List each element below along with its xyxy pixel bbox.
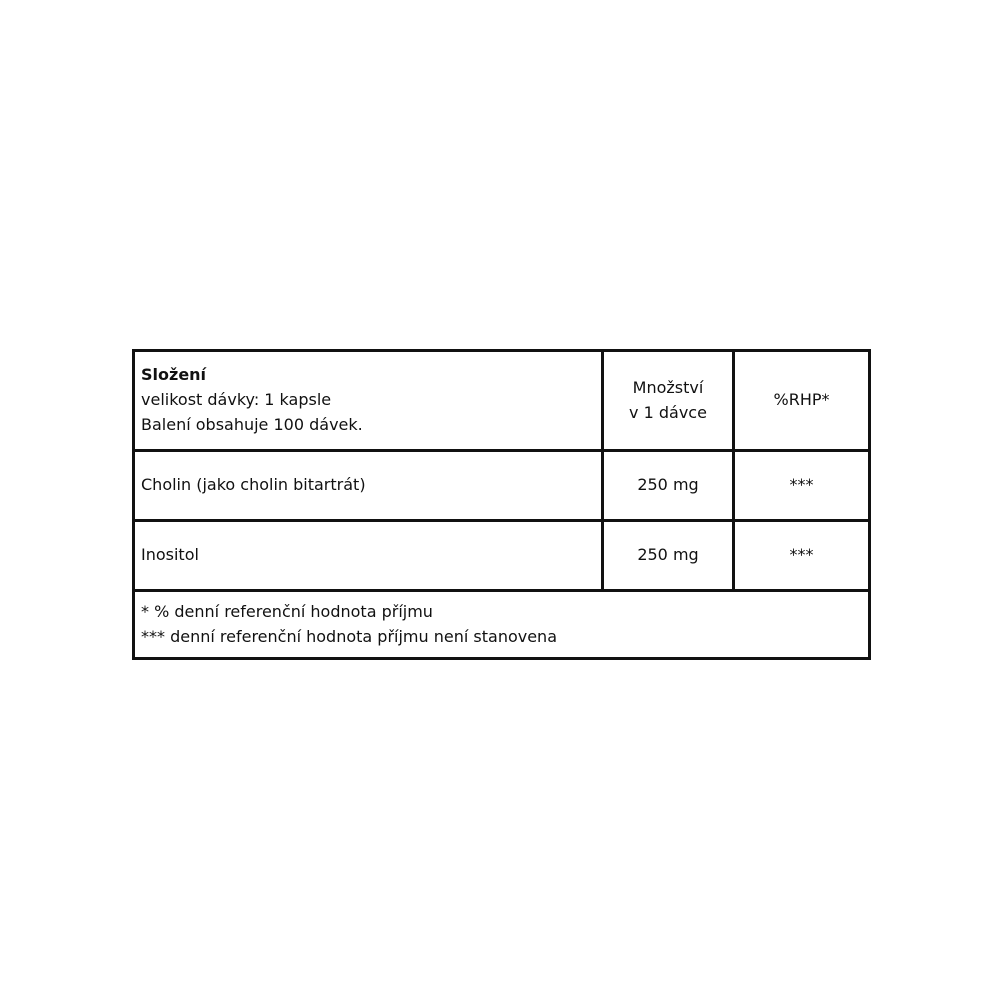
ingredient-amount: 250 mg bbox=[603, 521, 734, 591]
composition-table bbox=[132, 349, 871, 660]
serving-size: velikost dávky: 1 kapsle bbox=[141, 390, 332, 410]
ingredient-rhp: *** bbox=[734, 451, 870, 521]
header-amount-cell bbox=[603, 351, 734, 451]
footnote-not-established: *** denní referenční hodnota příjmu není stanovena bbox=[141, 626, 557, 646]
table-row bbox=[134, 521, 870, 591]
amount-header-line1: Množství bbox=[632, 377, 704, 397]
ingredient-amount: 250 mg bbox=[603, 451, 734, 521]
table-row bbox=[134, 451, 870, 521]
composition-title: Složení bbox=[141, 365, 207, 385]
amount-header-line2: v 1 dávce bbox=[629, 402, 707, 422]
ingredient-name: Inositol bbox=[134, 521, 603, 591]
header-composition-cell bbox=[134, 351, 603, 451]
ingredient-rhp: *** bbox=[734, 521, 870, 591]
footnotes-cell bbox=[134, 591, 870, 659]
footnotes-row bbox=[134, 591, 870, 659]
ingredient-name: Cholin (jako cholin bitartrát) bbox=[134, 451, 603, 521]
footnote-rhp: * % denní referenční hodnota příjmu bbox=[141, 601, 433, 621]
header-rhp-cell: %RHP* bbox=[734, 351, 870, 451]
servings-per-pack: Balení obsahuje 100 dávek. bbox=[141, 414, 363, 434]
table-header-row bbox=[134, 351, 870, 451]
